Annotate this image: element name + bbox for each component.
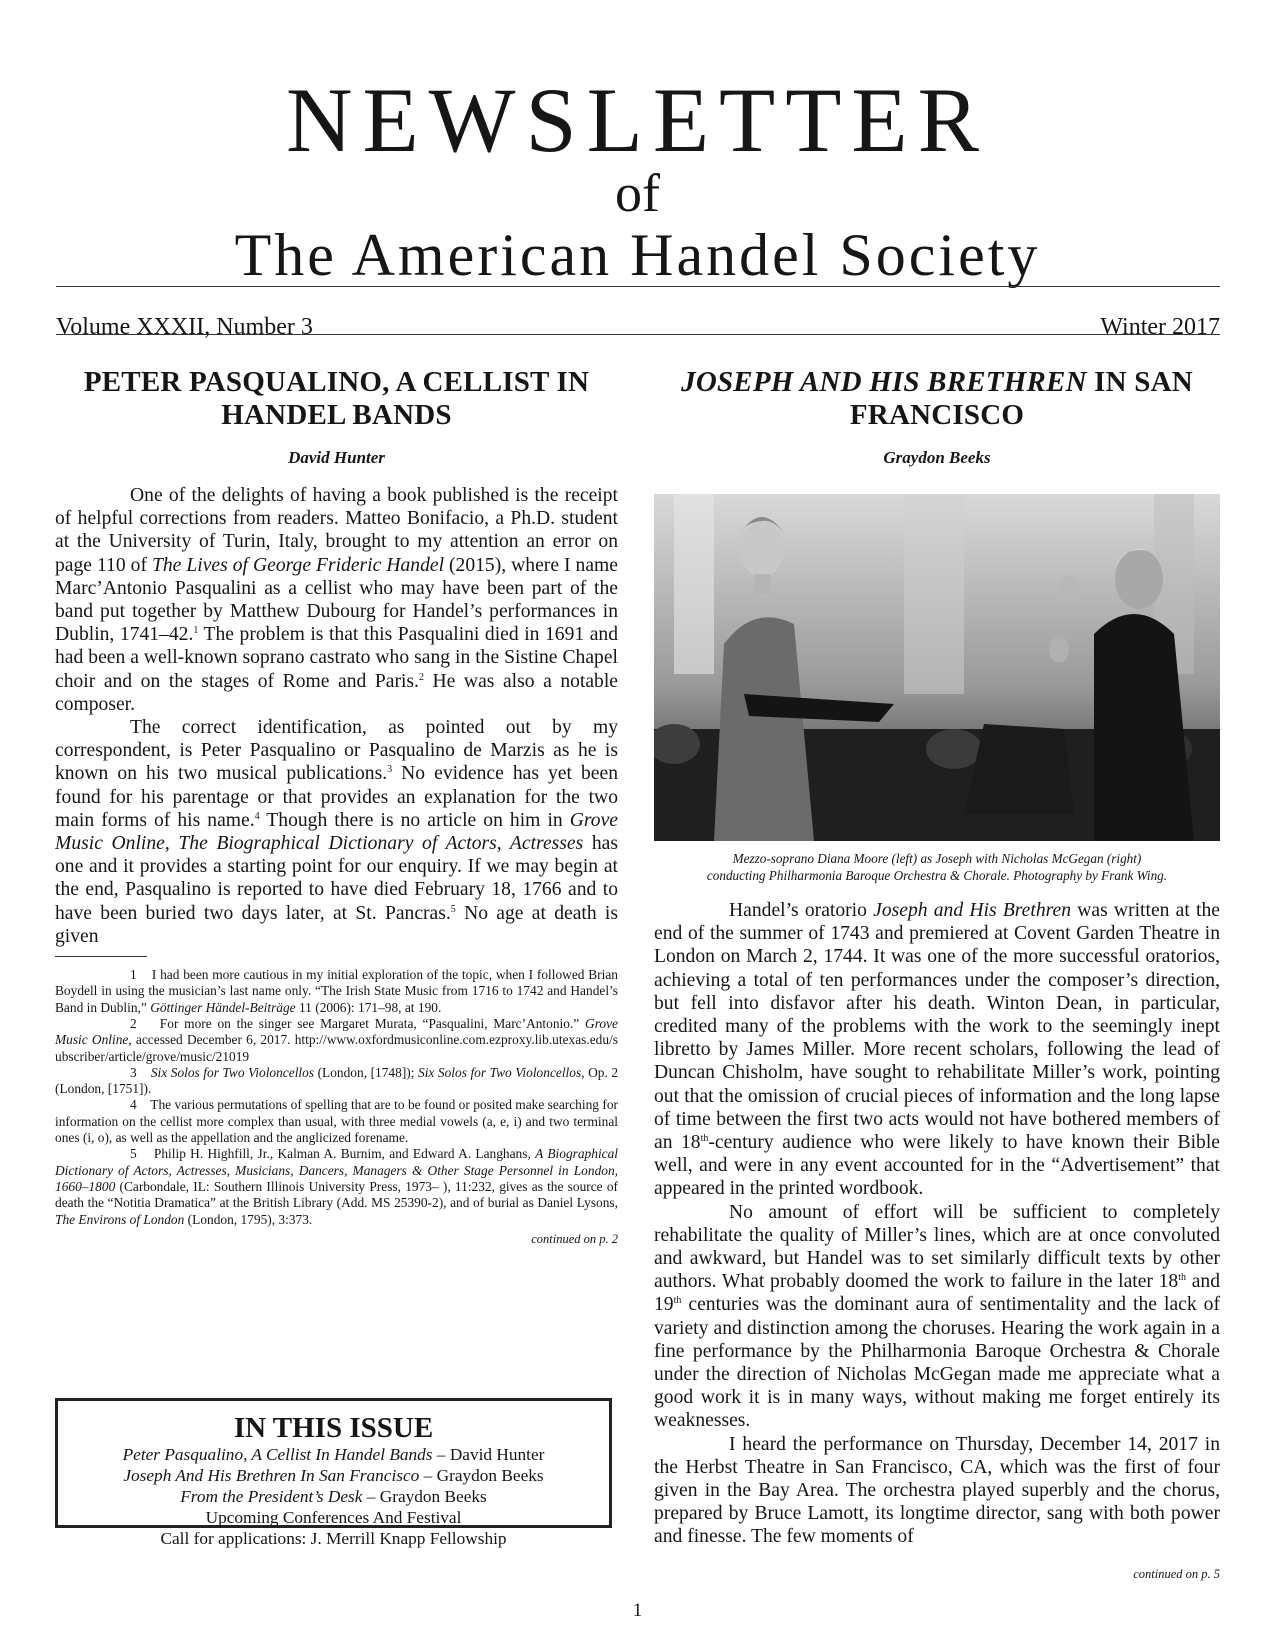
masthead-rule-bottom <box>56 334 1220 335</box>
toc-item[interactable]: Call for applications: J. Merrill Knapp Fellowship <box>160 1528 507 1548</box>
in-this-issue-box <box>55 1398 612 1548</box>
performance-photo <box>654 494 1220 841</box>
page-number: 1 <box>632 1600 643 1621</box>
masthead <box>0 69 1275 288</box>
article-paragraph: I heard the performance on Thursday, December 14, 2017 in the Herbst Theatre in San Francisco, CA, which was the first of four given in the Bay Area. The orchestra played superbly and the chorus, prepared by Bruce Lamott, its longtime director, sang with both power and finesse. The few moments of <box>654 1433 1220 1548</box>
issue-season: Winter 2017 <box>1100 314 1220 340</box>
footnote-ref: 3 <box>387 764 393 776</box>
newsletter-of: of <box>615 163 660 223</box>
article-byline: Graydon Beeks <box>883 448 991 467</box>
work-title: JOSEPH AND HIS BRETHREN <box>681 366 1087 398</box>
photo-illustration <box>654 494 1220 841</box>
footnote-rule <box>55 956 147 957</box>
footnote-3: 3 Six Solos for Two Violoncellos (London, [1748]); Six Solos for Two Violoncellos, Op. 2 (London, [1751]). <box>55 1064 619 1097</box>
book-title: The Lives of George Frideric Handel <box>151 554 445 576</box>
toc-item[interactable]: Peter Pasqualino, A Cellist In Handel Bands – David Hunter <box>122 1445 545 1464</box>
article-byline: David Hunter <box>288 448 385 467</box>
article-paragraph: No amount of effort will be sufficient to completely rehabilitate the quality of Miller’s lines, which are at once convoluted and awkward, but Handel was to set similarly difficult texts by other authors. What probably doomed the work to failure in the later 18th and 19th centuries was the dominant aura of sentimentality and the lack of variety and distinction among the choruses. Hearing the work again in a fine performance by the Philharmonia Baroque Orchestra & Chorale under the direction of Nicholas McGegan made me appreciate what a good work it is in many ways, without making me forget entirely its weaknesses. <box>654 1201 1220 1432</box>
footnote-4: 4 The various permutations of spelling that are to be found or posited make searching for information on the cellist more complex than usual, with three medial vowels (a, e, i) and two terminal ones (i, o), as well as the appellation and the anglicized forename. <box>55 1097 618 1146</box>
continued-note: continued on p. 5 <box>1133 1566 1220 1581</box>
article-joseph <box>654 366 1220 1582</box>
article-paragraph: The correct identification, as pointed out by my correspondent, is Peter Pasqualino or Pasqualino de Marzis as he is known on his two musical publications.$^3$ No evidence has yet been found for his parentage or that provides an explanation for the two main forms of his name.$^4$ Though there is no article on him in Grove Music Online, The Biographical Dictionary of Actors, Actresses has one and it provides a starting point for our enquiry. If we may begin at the end, Pasqualino is reported to have died February 18, 1766 and to have been buried two days later, at St. Pancras.$^5$ No age at death is given <box>55 717 618 947</box>
article-title: JOSEPH AND HIS BRETHREN IN SAN FRANCISCO <box>681 366 1193 431</box>
organization-name: The American Handel Society <box>234 222 1041 288</box>
continued-note: continued on p. 2 <box>531 1231 618 1246</box>
masthead-rule-top <box>56 286 1220 287</box>
article-title-line2: HANDEL BANDS <box>221 399 452 431</box>
footnote-2: 2 For more on the singer see Margaret Murata, “Pasqualini, Marc’Antonio.” Grove Music Online, accessed December 6, 2017. http://www.oxfordmusiconline.com.ezproxy.lib.utexas.edu/subscriber/article/grove/music/21019 <box>55 1015 618 1064</box>
toc-item[interactable]: Upcoming Conferences And Festival <box>205 1507 462 1527</box>
footnote-1: 1 I had been more cautious in my initial exploration of the topic, when I followed Brian Boydell in using the musician’s last name only. “The Irish State Music from 1716 to 1742 and Handel’s Band in Dublin,” Göttinger Händel-Beiträge 11 (2006): 171–98, at 190. <box>55 967 619 1015</box>
article-title <box>55 366 618 432</box>
footnote-ref: 2 <box>418 671 424 683</box>
volume-number: Volume XXXII, Number 3 <box>56 314 313 340</box>
toc-item[interactable]: From the President’s Desk – Graydon Beeks <box>180 1486 487 1506</box>
footnote-5: 5 Philip H. Highfill, Jr., Kalman A. Burnim, and Edward A. Langhans, A Biographical Dictionary of Actors, Actresses, Musicians, Dancers, Managers & Other Stage Personnel in London, 1660–1800 (Carbondale, IL: Southern Illinois University Press, 1973– ), 11:232, gives as the source of death the “Notitia Dramatica” at the British Library (Add. MS 25390-2), and of burial as Daniel Lysons, The Environs of London (London, 1795), 3:373. <box>55 1146 619 1227</box>
toc-item[interactable]: Joseph And His Brethren In San Francisco – Graydon Beeks <box>123 1465 544 1485</box>
footnote-ref: 5 <box>450 903 456 915</box>
article-pasqualino <box>55 366 618 1247</box>
article-title-line1: PETER PASQUALINO, A CELLIST IN <box>83 366 590 398</box>
photo-caption: Mezzo-soprano Diana Moore (left) as Joseph with Nicholas McGegan (right) conducting Philharmonia Baroque Orchestra & Chorale. Photography by Frank Wing. <box>706 851 1168 883</box>
work-title: Joseph and His Brethren <box>873 900 1072 921</box>
article-paragraph: One of the delights of having a book published is the receipt of helpful corrections from readers. Matteo Bonifacio, a Ph.D. student at the University of Turin, Italy, brought to my attention an error on page 110 of The Lives of George Frideric Handel (2015), where I name Marc’Antonio Pasqualini as a cellist who may have been part of the band put together by Matthew Dubourg for Handel’s performances in Dublin, 1741–42.$^1$ The problem is that this Pasqualini died in 1691 and had been a well-known soprano castrato who sang in the Sistine Chapel choir and on the stages of Rome and Paris.$^2$ He was also a notable composer. <box>55 485 618 715</box>
newsletter-title: NEWSLETTER <box>286 69 989 171</box>
article-paragraph: Handel’s oratorio Joseph and His Brethren was written at the end of the summer of 1743 and premiered at Covent Garden Theatre in London on March 2, 1744. It was one of the more successful oratorios, achieving a total of ten performances under the composer’s direction, but fell into disfavor after his death. Winton Dean, in particular, credited many of the problems with the work to the seemingly inept libretto by James Miller. More recent scholars, following the lead of Duncan Chisholm, have sought to rehabilitate Miller’s work, pointing out that the omission of crucial pieces of information and the long lapse of time between the first two acts would not have bothered members of an 18th-century audience who were likely to have known their Bible well, and were in any event accounted for in the “Advertisement” that appeared in the printed wordbook. <box>654 900 1220 1200</box>
in-this-issue-heading: IN THIS ISSUE <box>233 1412 434 1444</box>
footnote-ref: 4 <box>254 810 260 822</box>
footnote-ref: 1 <box>193 625 199 637</box>
